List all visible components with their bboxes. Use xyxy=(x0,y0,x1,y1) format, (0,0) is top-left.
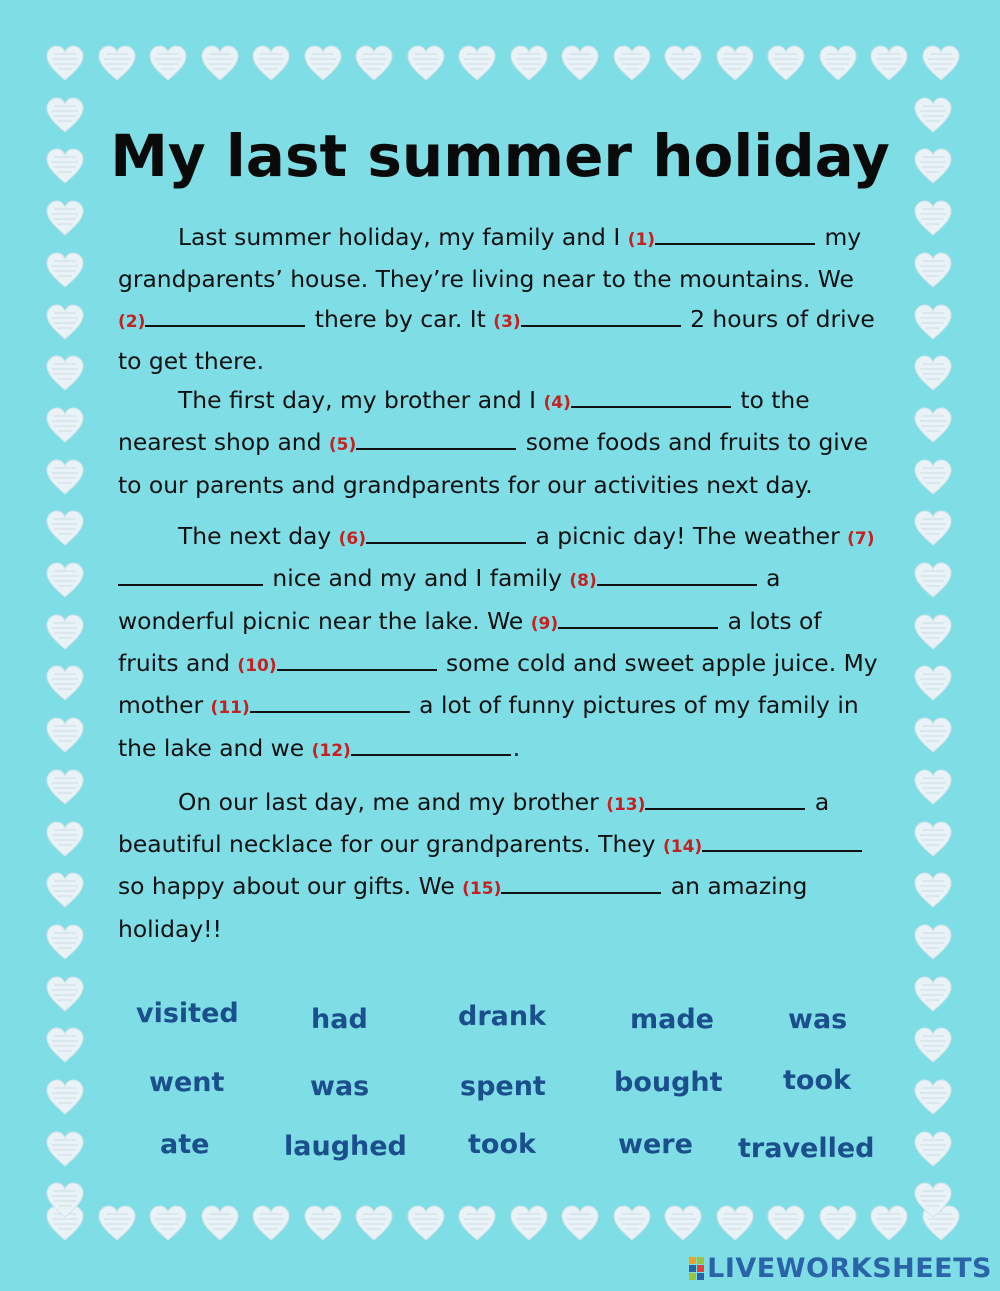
heart-icon xyxy=(45,1130,85,1170)
heart-icon xyxy=(913,199,953,239)
blank-number-11: (11) xyxy=(210,698,250,719)
story-text-segment: a picnic day! The weather xyxy=(528,522,848,551)
liveworksheets-logo-icon xyxy=(689,1257,704,1280)
story-text-segment: Last summer holiday, my family and I xyxy=(178,223,628,251)
story-text-segment: to the nearest shop and xyxy=(118,386,810,457)
blank-4[interactable] xyxy=(571,386,731,408)
story-text-segment: . xyxy=(512,733,521,762)
heart-icon xyxy=(45,975,85,1015)
word-bank-item[interactable]: was xyxy=(310,1071,370,1102)
blank-1[interactable] xyxy=(655,223,815,245)
blank-10[interactable] xyxy=(277,649,437,671)
heart-icon xyxy=(913,1026,953,1066)
heart-icon xyxy=(715,44,755,84)
blank-number-12: (12) xyxy=(311,740,351,761)
heart-icon xyxy=(663,44,703,84)
blank-number-7: (7) xyxy=(847,529,875,550)
blank-8[interactable] xyxy=(597,564,757,586)
heart-icon xyxy=(45,1181,85,1221)
blank-5[interactable] xyxy=(356,428,516,450)
story-text-segment: On our last day, me and my brother xyxy=(178,787,607,816)
story-text-segment: a lot of funny pictures of my family in the lake and we xyxy=(118,691,859,762)
blank-number-5: (5) xyxy=(328,435,357,456)
heart-icon xyxy=(45,1078,85,1118)
heart-icon xyxy=(913,923,953,963)
heart-icon xyxy=(560,1204,600,1244)
heart-icon xyxy=(913,561,953,601)
heart-icon xyxy=(913,509,953,549)
heart-icon xyxy=(913,458,953,498)
heart-icon xyxy=(869,44,909,84)
heart-icon xyxy=(913,1078,953,1118)
blank-2[interactable] xyxy=(145,305,305,327)
blank-number-3: (3) xyxy=(493,311,521,332)
heart-icon xyxy=(148,44,188,84)
word-bank-item[interactable]: had xyxy=(311,1004,368,1035)
heart-icon xyxy=(45,923,85,963)
heart-icon xyxy=(45,820,85,860)
heart-icon xyxy=(45,458,85,498)
story-text-segment: nice and my and I family xyxy=(265,564,570,593)
blank-number-10: (10) xyxy=(237,655,277,676)
heart-icon xyxy=(45,1026,85,1066)
heart-icon xyxy=(45,716,85,756)
heart-icon xyxy=(913,820,953,860)
heart-icon xyxy=(45,613,85,653)
story-text-segment: my grandparents’ house. They’re living near to the mountains. We xyxy=(118,223,862,294)
heart-icon xyxy=(251,1204,291,1244)
heart-icon xyxy=(913,664,953,704)
heart-icon xyxy=(45,561,85,601)
word-bank-item[interactable]: were xyxy=(618,1129,693,1160)
heart-icon xyxy=(715,1204,755,1244)
heart-icon xyxy=(913,768,953,808)
heart-icon xyxy=(200,1204,240,1244)
heart-icon xyxy=(913,303,953,343)
heart-icon xyxy=(612,44,652,84)
heart-icon xyxy=(200,44,240,84)
heart-icon xyxy=(921,44,961,84)
word-bank-item[interactable]: made xyxy=(630,1004,714,1035)
heart-icon xyxy=(45,354,85,394)
story-text xyxy=(118,218,878,949)
heart-icon xyxy=(663,1204,703,1244)
heart-icon xyxy=(406,1204,446,1244)
heart-icon xyxy=(612,1204,652,1244)
heart-icon xyxy=(913,716,953,756)
heart-icon xyxy=(45,44,85,84)
blank-number-9: (9) xyxy=(530,613,559,634)
heart-icon xyxy=(354,44,394,84)
blank-13[interactable] xyxy=(645,788,805,810)
blank-6[interactable] xyxy=(366,522,526,544)
heart-icon xyxy=(913,613,953,653)
story-text-segment: there by car. It xyxy=(307,304,494,333)
heart-icon xyxy=(97,1204,137,1244)
heart-icon xyxy=(45,768,85,808)
heart-icon xyxy=(354,1204,394,1244)
blank-15[interactable] xyxy=(501,872,661,894)
blank-9[interactable] xyxy=(558,607,718,629)
story-text-segment: so happy about our gifts. We xyxy=(118,872,463,901)
heart-icon xyxy=(913,975,953,1015)
word-bank-item[interactable]: visited xyxy=(136,998,239,1029)
logo-text: LIVEWORKSHEETS xyxy=(707,1252,992,1284)
heart-icon xyxy=(457,44,497,84)
word-bank-item[interactable]: went xyxy=(149,1067,225,1098)
heart-icon xyxy=(45,199,85,239)
word-bank-item[interactable]: took xyxy=(783,1065,851,1096)
heart-icon xyxy=(45,664,85,704)
word-bank-item[interactable]: bought xyxy=(614,1067,723,1098)
blank-number-1: (1) xyxy=(627,230,656,250)
heart-icon xyxy=(560,44,600,84)
heart-icon xyxy=(251,44,291,84)
word-bank-item[interactable]: took xyxy=(468,1129,536,1160)
heart-icon xyxy=(406,44,446,84)
heart-icon xyxy=(509,44,549,84)
heart-icon xyxy=(45,871,85,911)
heart-icon xyxy=(818,1204,858,1244)
blank-number-14: (14) xyxy=(662,837,703,858)
heart-icon xyxy=(913,871,953,911)
heart-icon xyxy=(913,406,953,446)
liveworksheets-logo[interactable] xyxy=(689,1251,992,1285)
heart-icon xyxy=(148,1204,188,1244)
story-text-segment: a beautiful necklace for our grandparents. They xyxy=(118,787,830,859)
heart-icon xyxy=(97,44,137,84)
word-bank-item[interactable]: ate xyxy=(160,1129,210,1160)
paragraph-3 xyxy=(118,517,878,771)
story-text-segment: 2 hours of drive to get there. xyxy=(118,304,875,375)
blank-14[interactable] xyxy=(702,830,862,852)
heart-icon xyxy=(913,1181,953,1221)
paragraph-2 xyxy=(118,381,878,505)
blank-number-13: (13) xyxy=(606,794,646,815)
blank-number-4: (4) xyxy=(543,393,571,414)
heart-icon xyxy=(457,1204,497,1244)
blank-number-6: (6) xyxy=(338,529,367,550)
blank-3[interactable] xyxy=(521,305,681,327)
heart-icon xyxy=(303,44,343,84)
heart-icon xyxy=(45,509,85,549)
heart-icon xyxy=(913,354,953,394)
heart-icon xyxy=(45,406,85,446)
story-text-segment: The next day xyxy=(178,522,339,551)
blank-number-15: (15) xyxy=(462,879,502,900)
blank-number-8: (8) xyxy=(569,571,597,592)
story-text-segment: some cold and sweet apple juice. My mother xyxy=(118,648,878,720)
word-bank-item[interactable]: drank xyxy=(458,1001,547,1032)
heart-icon xyxy=(509,1204,549,1244)
blank-number-2: (2) xyxy=(118,311,146,332)
word-bank-item[interactable]: was xyxy=(788,1004,848,1035)
heart-icon xyxy=(913,251,953,291)
paragraph-4 xyxy=(118,783,878,949)
heart-icon xyxy=(45,303,85,343)
heart-icon xyxy=(766,44,806,84)
word-bank-item[interactable]: travelled xyxy=(738,1133,875,1164)
heart-icon xyxy=(818,44,858,84)
blank-12[interactable] xyxy=(351,734,511,756)
heart-icon xyxy=(303,1204,343,1244)
story-text-segment: The first day, my brother and I xyxy=(178,386,544,415)
word-bank-item[interactable]: spent xyxy=(460,1071,546,1102)
story-text-segment: an amazing holiday!! xyxy=(118,872,808,943)
heart-icon xyxy=(766,1204,806,1244)
paragraph-1 xyxy=(118,218,878,381)
story-text-segment: a lots of fruits and xyxy=(118,606,822,677)
heart-icon xyxy=(869,1204,909,1244)
heart-icon xyxy=(45,251,85,291)
heart-icon xyxy=(913,1130,953,1170)
story-text-segment: some foods and fruits to give to our parents and grandparents for our activities next day. xyxy=(118,428,869,499)
blank-7[interactable] xyxy=(118,564,263,586)
word-bank-item[interactable]: laughed xyxy=(284,1131,407,1162)
blank-11[interactable] xyxy=(250,691,410,713)
story-text-segment: a wonderful picnic near the lake. We xyxy=(118,564,781,635)
page-title: My last summer holiday xyxy=(110,122,890,190)
